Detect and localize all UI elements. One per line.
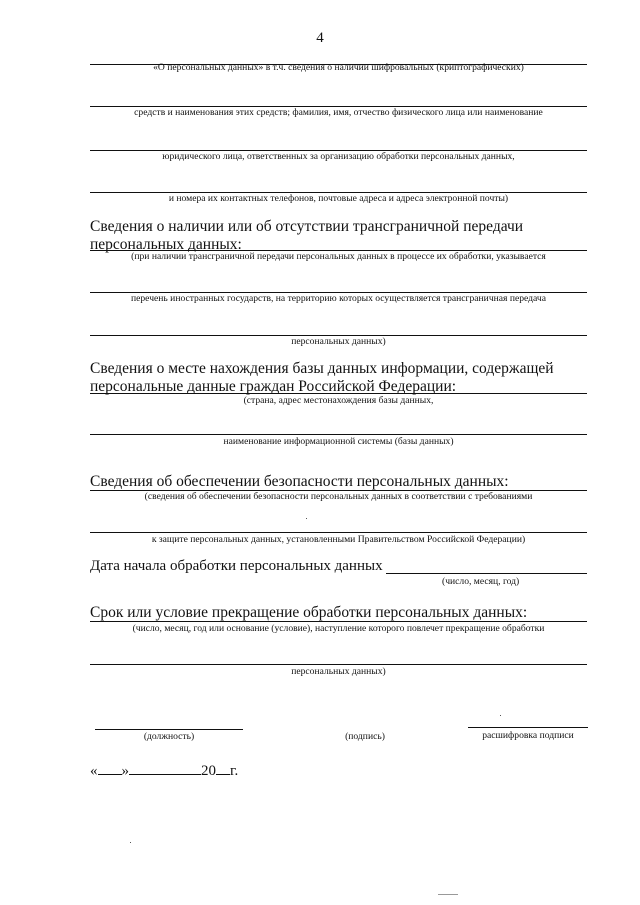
intro-line-2: средств и наименования этих средств; фамилия, имя, отчество физического лица или наименование [134,107,543,118]
fill-line [90,434,587,435]
fill-line [90,393,587,394]
database-location-heading-line-1: Сведения о месте нахождения базы данных информации, содержащей [90,360,554,377]
cross-border-hint-3: персональных данных) [291,336,386,347]
intro-line-4: и номера их контактных телефонов, почтовые адреса и адреса электронной почты) [168,193,509,204]
date-open-quote: « [90,763,98,779]
cross-border-heading-line-1: Сведения о наличии или об отсутствии трансграничной передачи [90,218,524,235]
year-prefix: 20 [201,763,216,779]
start-date-hint: (число, месяц, год) [442,576,520,587]
month-field[interactable] [129,760,201,775]
security-hint-1: (сведения об обеспечении безопасности персональных данных в соответствии с требованиями [144,491,533,502]
database-location-hint-2: наименование информационной системы (базы данных) [223,436,454,447]
start-date-label: Дата начала обработки персональных данных [90,558,383,574]
security-hint-2: к защите персональных данных, установленными Правительством Российской Федерации) [151,534,526,545]
security-heading: Сведения об обеспечении безопасности персональных данных: [90,473,509,490]
scan-speck [500,715,501,716]
position-field[interactable] [95,729,243,730]
cross-border-hint-2: перечень иностранных государств, на территорию которых осуществляется трансграничная передача [130,293,547,304]
page-number: 4 [316,30,324,46]
intro-line-3: юридического лица, ответственных за организацию обработки персональных данных, [162,151,515,162]
position-label: (должность) [143,731,195,742]
year-suffix: г. [230,763,239,779]
start-date-field[interactable] [386,573,587,574]
termination-hint-1: (число, месяц, год или основание (условие), наступление которого повлечет прекращение обработки [132,623,545,634]
date-footer [90,760,238,780]
date-close-quote: » [121,763,129,779]
fill-line [90,621,587,622]
database-location-hint-1: (страна, адрес местонахождения базы данных, [243,395,434,406]
year-field[interactable] [216,760,230,775]
fill-line [90,532,587,533]
termination-hint-2: персональных данных) [291,666,386,677]
signature-label: (подпись) [345,731,385,742]
decoding-field[interactable] [468,727,588,728]
fill-line [90,664,587,665]
scan-speck [438,894,458,895]
day-field[interactable] [98,760,122,775]
intro-line-1: «О персональных данных» в т.ч. сведения о наличии шифровальных (криптографических) [153,62,524,73]
decoding-label: расшифровка подписи [482,730,574,741]
termination-heading: Срок или условие прекращение обработки персональных данных: [90,604,528,621]
scan-speck [130,842,131,843]
scan-speck [306,518,307,519]
database-location-heading-line-2: персональные данные граждан Российской Федерации: [90,378,457,395]
cross-border-hint-1: (при наличии трансграничной передачи персональных данных в процессе их обработки, указывается [131,251,546,262]
cross-border-heading-line-2: персональных данных: [90,236,242,253]
